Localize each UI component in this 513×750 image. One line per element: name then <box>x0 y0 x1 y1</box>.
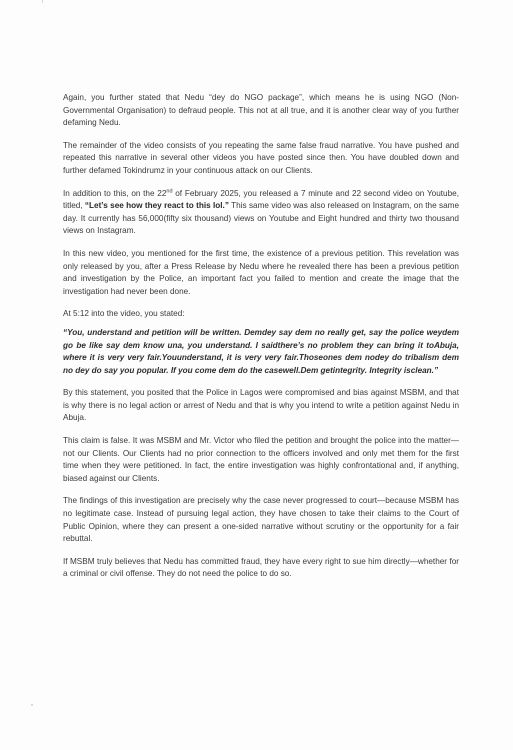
paragraph-new-video <box>63 188 459 238</box>
document-body <box>63 92 459 591</box>
video-title: “Let’s see how they react to this lol.” <box>84 201 229 211</box>
paragraph-ngo-claim: Again, you further stated that Nedu “dey do NGO package”, which means he is using NGO (Non-Governmental Organisation) to defraud people. This not at all true, and it is another clear way of you further defaming Nedu. <box>63 93 459 128</box>
scan-artifact <box>42 0 43 3</box>
paragraph-findings: The findings of this investigation are precisely why the case never progressed to court—because MSBM has no legitimate case. Instead of pursuing legal action, they have chosen to take their claims to the Court of Public Opinion, where they can present a one-sided narrative without scrutiny or the opportunity for a fair rebuttal. <box>63 496 459 544</box>
paragraph-remainder-video: The remainder of the video consists of you repeating the same false fraud narrative. You have pushed and repeated this narrative in several other videos you have posted since then. You have doubled down and further defamed Tokindrumz in your continuous attack on our Clients. <box>63 140 459 175</box>
paragraph-new-video-a: In addition to this, on the 22 <box>63 188 167 198</box>
paragraph-timestamp: At 5:12 into the video, you stated: <box>63 309 185 319</box>
paragraph-statement-analysis: By this statement, you posited that the Police in Lagos were compromised and bias against MSBM, and that is why there is no legal action or arrest of Nedu and that is why you intend to write a petition against Nedu in Abuja. <box>63 388 459 423</box>
paragraph-previous-petition: In this new video, you mentioned for the first time, the existence of a previous petition. This revelation was only released by you, after a Press Release by Nedu where he revealed there has been a previous petition and investigation by the Police, an important fact you failed to mention and create the image that the investigation had never been done. <box>63 248 459 296</box>
paragraph-claim-false: This claim is false. It was MSBM and Mr. Victor who filed the petition and brought the police into the matter—not our Clients. Our Clients had no prior connection to the officers involved and only met them for the first time when they were petitioned. In fact, the entire investigation was highly confrontational and, if anything, biased against our Clients. <box>63 436 459 483</box>
ordinal-suffix: nd <box>166 187 173 194</box>
paragraph-new-video-c: This same video was also released on Instagram, on the same day. It currently has 56,000(fifty six thousand) views on Youtube and Eight hundred and thirty two thousand views on Instagram. <box>63 201 459 236</box>
scan-artifact <box>31 704 33 706</box>
paragraph-sue-directly: If MSBM truly believes that Nedu has committed fraud, they have every right to sue him directly—whether for a criminal or civil offense. They do not need the police to do so. <box>63 556 459 579</box>
video-quote: “You, understand and petition will be written. Demdey say dem no really get, say the police weydem go be like say dem know una, you understand. I saidthere’s no problem they can bring it toAbuja, where it is very very fair.Youunderstand, it is very very fair.Thoseones dem nodey do tribalism dem no dey do say you popular. If you come dem do the casewell.Dem getintegrity. Integrity isclean.” <box>63 327 459 375</box>
paragraph-new-video-b: of February 2025, you released a 7 minute and 22 second video on Youtube, titled, <box>63 188 459 211</box>
